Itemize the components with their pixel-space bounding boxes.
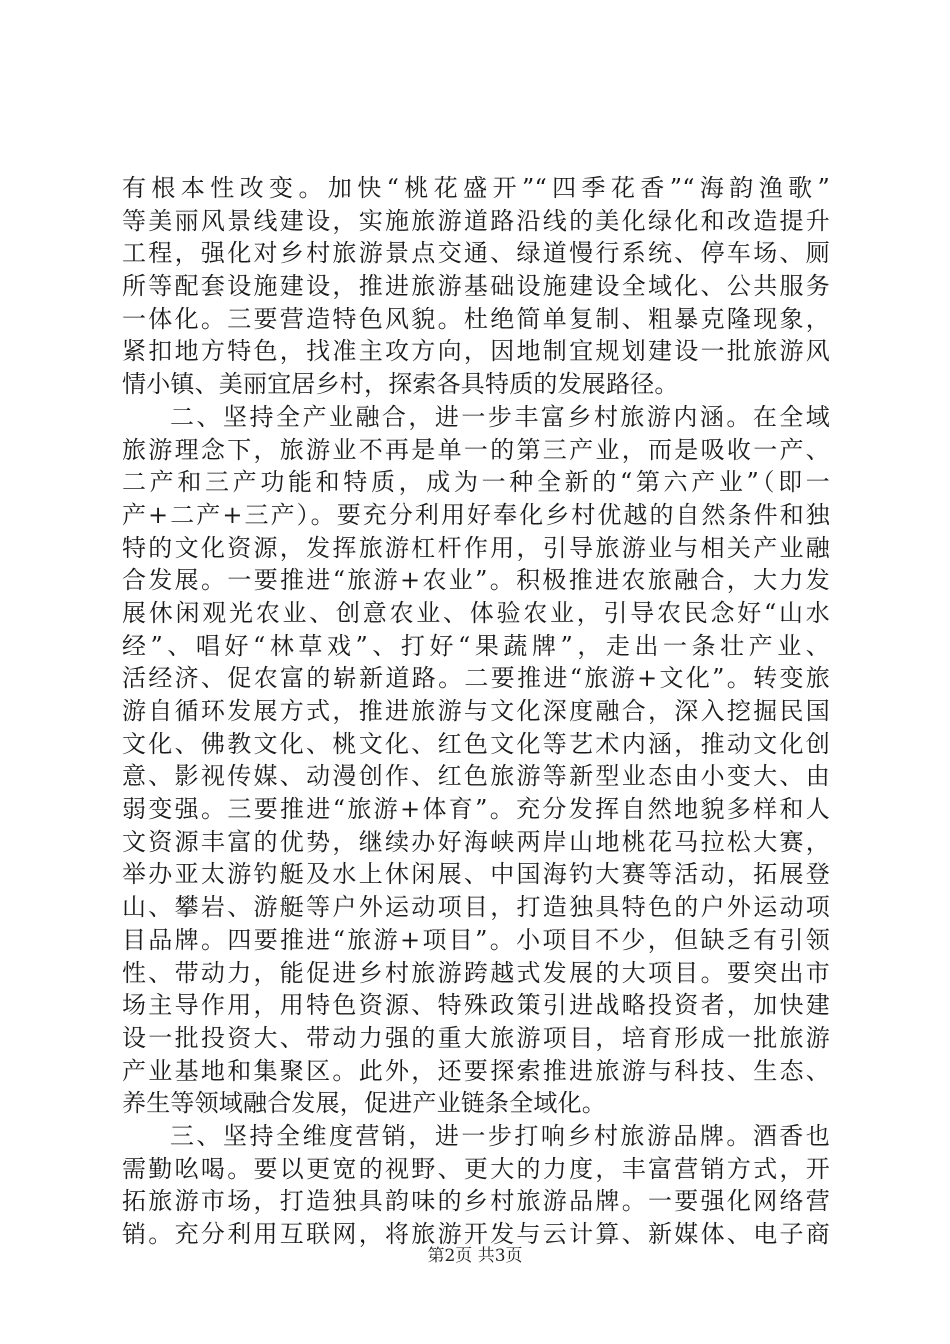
text-line: 弱变强。三要推进“旅游+体育”。充分发挥自然地貌多样和人 [122,795,830,824]
page-footer: 第2页 共3页 [427,1246,523,1266]
text-line: 旅游理念下，旅游业不再是单一的第三产业，而是吸收一产、 [122,435,830,464]
text-line: 特的文化资源，发挥旅游杠杆作用，引导旅游业与相关产业融 [122,533,830,562]
text-line: 产业基地和集聚区。此外，还要探索推进旅游与科技、生态、 [122,1056,830,1085]
text-line: 情小镇、美丽宜居乡村，探索各具特质的发展路径。 [122,370,679,399]
body-text [122,172,830,1251]
text-line: 拓旅游市场，打造独具韵味的乡村旅游品牌。一要强化网络营 [122,1187,830,1216]
text-line: 需勤吆喝。要以更宽的视野、更大的力度，丰富营销方式，开 [122,1154,830,1183]
text-line: 性、带动力，能促进乡村旅游跨越式发展的大项目。要突出市 [122,958,830,987]
text-line: 有根本性改变。加快“桃花盛开”“四季花香”“海韵渔歌” [122,174,830,202]
text-line: 场主导作用，用特色资源、特殊政策引进战略投资者，加快建 [122,991,830,1020]
text-line: 经”、唱好“林草戏”、打好“果蔬牌”，走出一条壮产业、 [122,631,830,660]
text-line: 展休闲观光农业、创意农业、体验农业，引导农民念好“山水 [122,598,830,627]
text-line: 二产和三产功能和特质，成为一种全新的“第六产业”（即一 [122,468,830,497]
text-line: 工程，强化对乡村旅游景点交通、绿道慢行系统、停车场、厕 [122,239,830,268]
text-line: 文资源丰富的优势，继续办好海峡两岸山地桃花马拉松大赛， [122,827,830,856]
text-line: 合发展。一要推进“旅游+农业”。积极推进农旅融合，大力发 [122,566,830,595]
text-line: 设一批投资大、带动力强的重大旅游项目，培育形成一批旅游 [122,1023,830,1052]
text-line: 活经济、促农富的崭新道路。二要推进“旅游+文化”。转变旅 [122,664,830,693]
text-line: 山、攀岩、游艇等户外运动项目，打造独具特色的户外运动项 [122,893,830,922]
text-line: 文化、佛教文化、桃文化、红色文化等艺术内涵，推动文化创 [122,729,830,758]
text-line: 举办亚太游钓艇及水上休闲展、中国海钓大赛等活动，拓展登 [122,860,830,889]
text-line: 目品牌。四要推进“旅游+项目”。小项目不少，但缺乏有引领 [122,925,830,954]
paragraph-heading-line: 二、坚持全产业融合，进一步丰富乡村旅游内涵。在全域 [170,402,830,431]
text-line: 养生等领域融合发展，促进产业链条全域化。 [122,1089,606,1118]
text-line: 产+二产+三产）。要充分利用好奉化乡村优越的自然条件和独 [122,500,830,529]
text-line: 紧扣地方特色，找准主攻方向，因地制宜规划建设一批旅游风 [122,337,830,366]
text-line: 销。充分利用互联网，将旅游开发与云计算、新媒体、电子商 [122,1220,830,1248]
text-line: 游自循环发展方式，推进旅游与文化深度融合，深入挖掘民国 [122,697,830,725]
text-line: 意、影视传媒、动漫创作、红色旅游等新型业态由小变大、由 [122,762,830,791]
text-line: 所等配套设施建设，推进旅游基础设施建设全域化、公共服务 [122,272,830,301]
text-line: 等美丽风景线建设，实施旅游道路沿线的美化绿化和改造提升 [122,206,830,235]
paragraph-heading-line: 三、坚持全维度营销，进一步打响乡村旅游品牌。酒香也 [170,1121,830,1150]
text-line: 一体化。三要营造特色风貌。杜绝简单复制、粗暴克隆现象， [122,304,830,333]
